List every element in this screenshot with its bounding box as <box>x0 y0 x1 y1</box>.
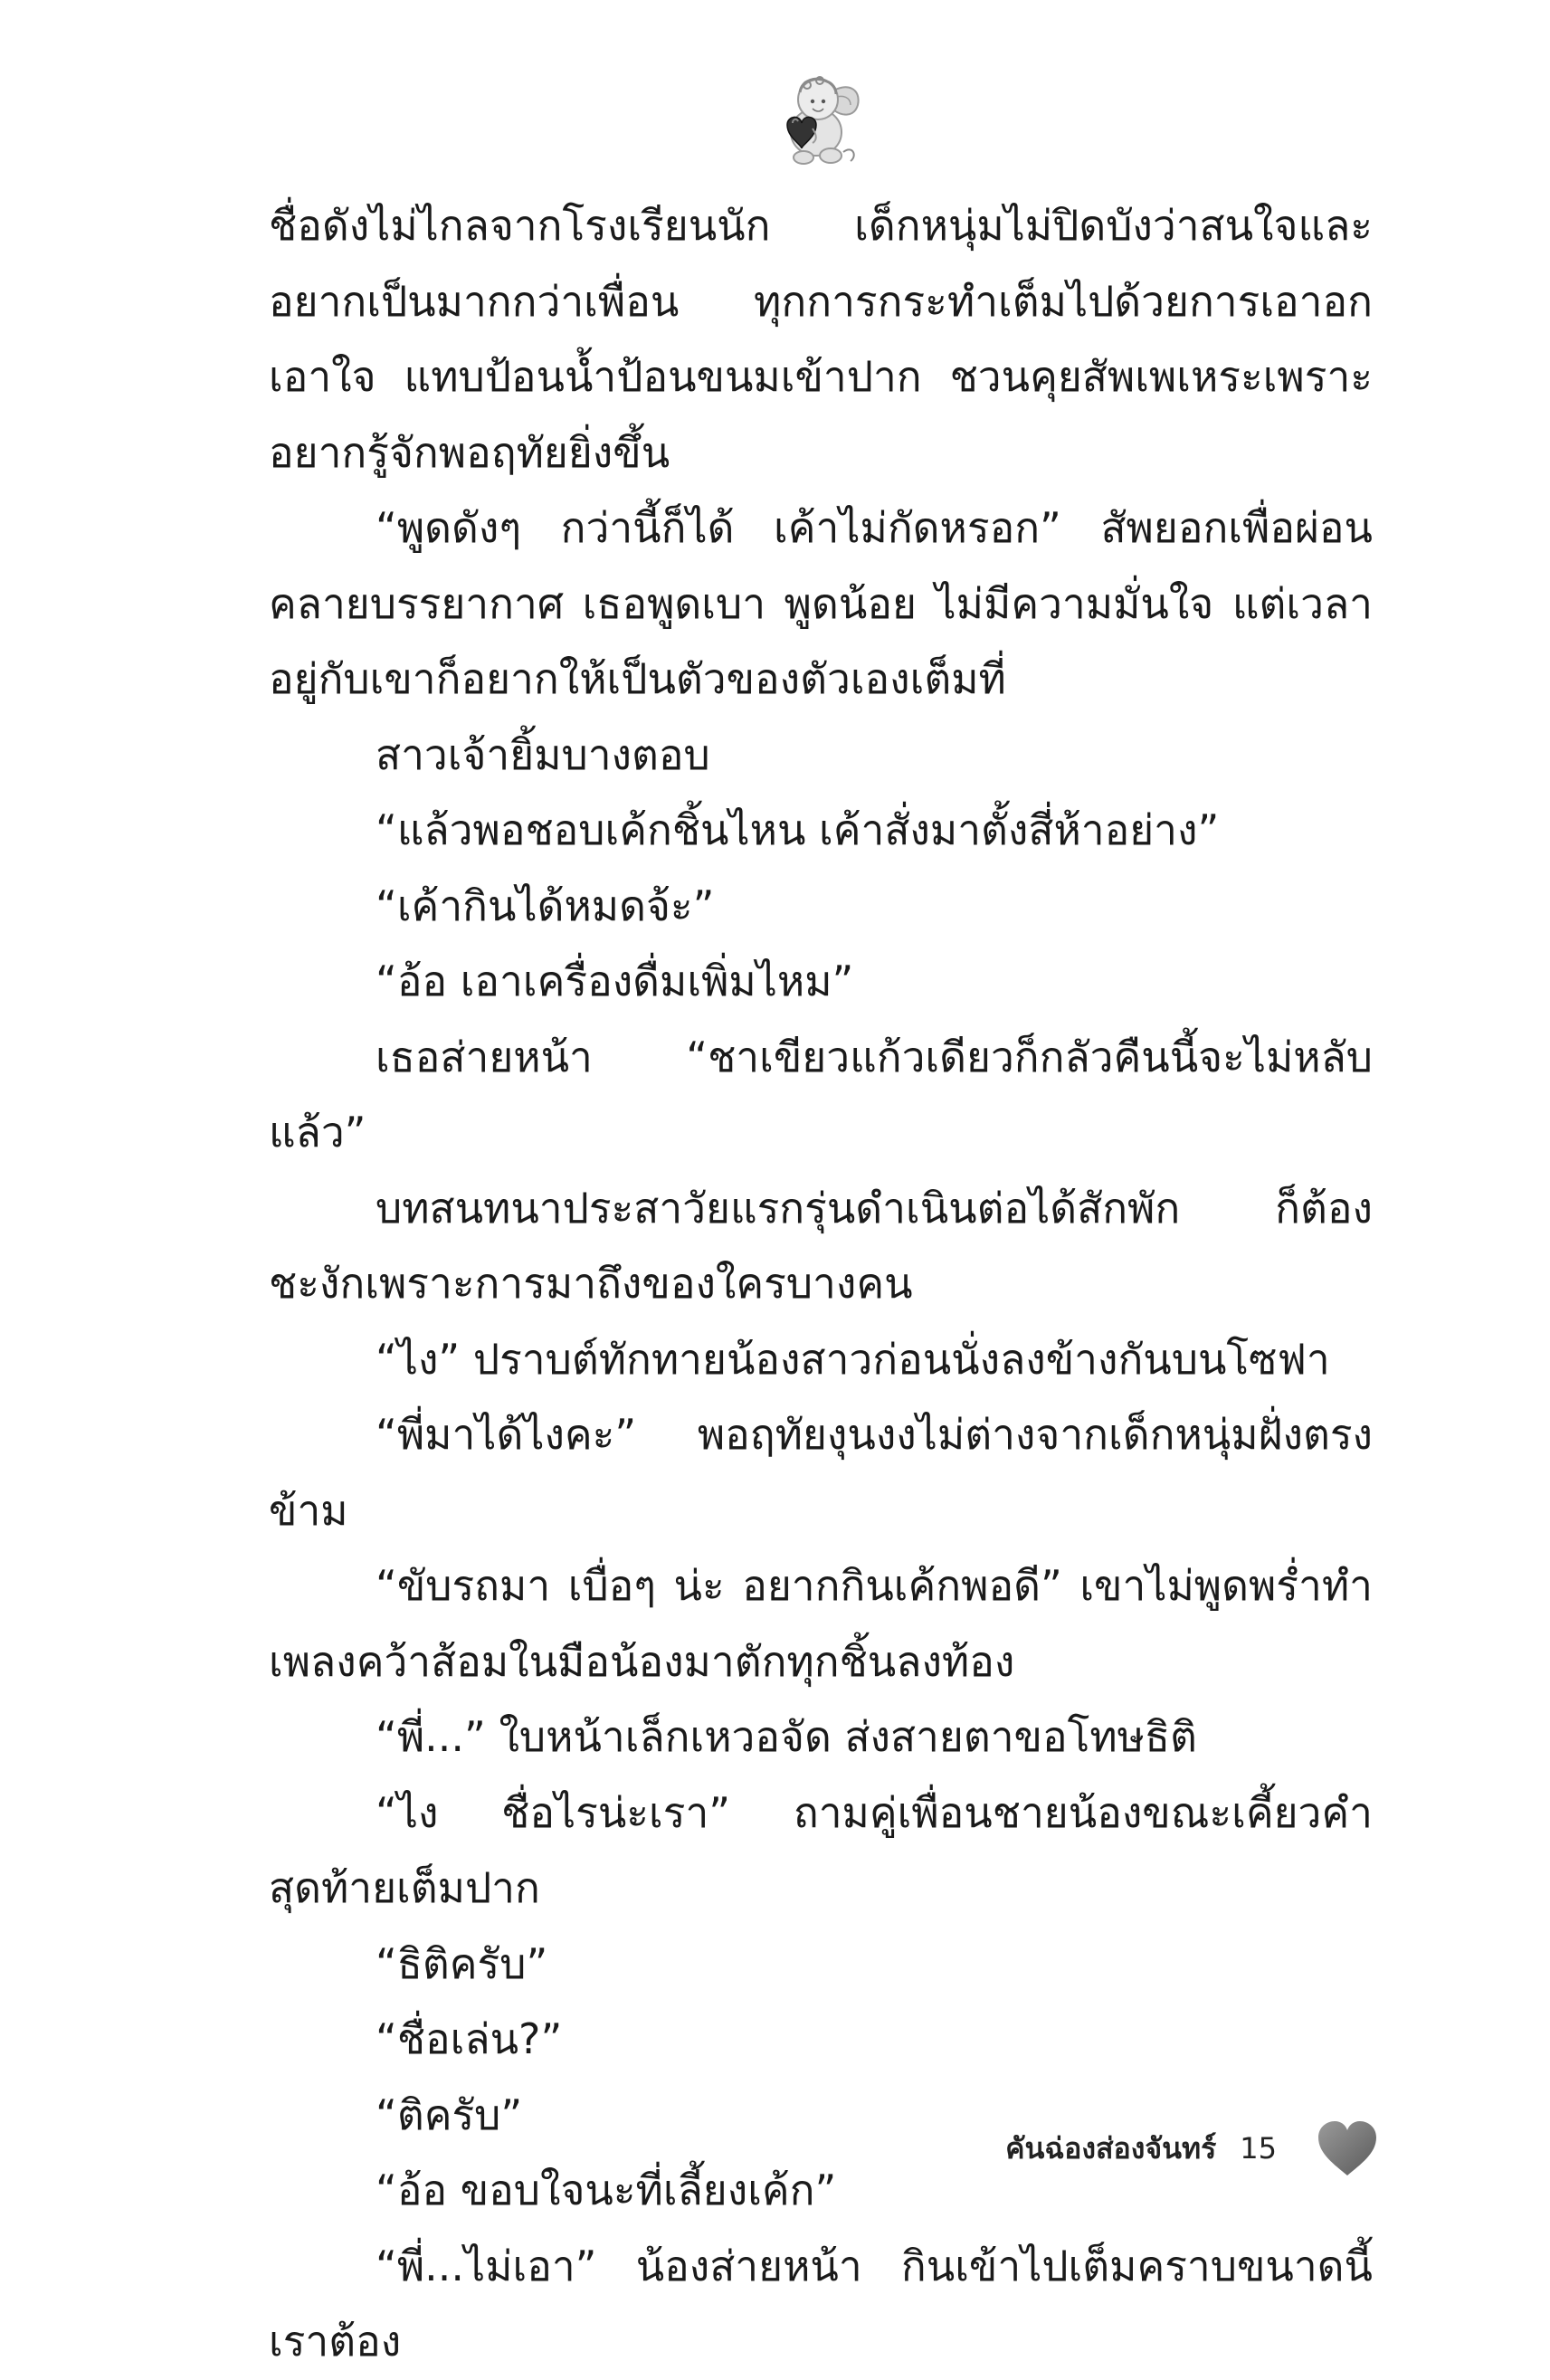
paragraph: “เค้ากินได้หมดจ้ะ” <box>376 881 715 930</box>
paragraph: “แล้วพอชอบเค้กชิ้นไหน เค้าสั่งมาตั้งสี่ห้าอย่าง” <box>376 805 1220 854</box>
heart-icon <box>1317 2119 1378 2177</box>
page-number: 15 <box>1240 2131 1277 2166</box>
paragraph: “พูดดังๆ กว่านี้ก็ได้ เค้าไม่กัดหรอก” สัพยอกเพื่อผ่อนคลายบรรยากาศ เธอพูดเบา พูดน้อย ไม่มีความมั่นใจ แต่เวลาอยู่กับเขาก็อยากให้เป็นตัวของตัวเองเต็มที่ <box>269 503 1373 703</box>
paragraph: “ชื่อเล่น?” <box>376 2014 563 2063</box>
paragraph: “ไง” ปราบต์ทักทายน้องสาวก่อนนั่งลงข้างกันบนโซฟา <box>376 1334 1330 1384</box>
paragraph: บทสนทนาประสาวัยแรกรุ่นดำเนินต่อได้สักพัก ก็ต้องชะงักเพราะการมาถึงของใครบางคน <box>269 1183 1373 1308</box>
paragraph: “พี่มาได้ไงคะ” พอฤทัยงุนงงไม่ต่างจากเด็กหนุ่มฝั่งตรงข้าม <box>269 1410 1373 1535</box>
paragraph: เธอส่ายหน้า “ชาเขียวแก้วเดียวก็กลัวคืนนี้จะไม่หลับแล้ว” <box>269 1032 1373 1157</box>
page-footer <box>1005 2112 1378 2185</box>
paragraph: “พี่...” ใบหน้าเล็กเหวอจัด ส่งสายตาขอโทษธิติ <box>376 1712 1197 1761</box>
paragraph: “อ้อ เอาเครื่องดื่มเพิ่มไหม” <box>376 957 854 1005</box>
paragraph: “ไง ชื่อไรน่ะเรา” ถามคู่เพื่อนชายน้องขณะเคี้ยวคำสุดท้ายเต็มปาก <box>269 1787 1373 1912</box>
paragraph: “ติครับ” <box>376 2090 523 2139</box>
paragraph: “ขับรถมา เบื่อๆ น่ะ อยากกินเค้กพอดี” เขาไม่พูดพร่ำทำเพลงคว้าส้อมในมือน้องมาตักทุกชิ้นลงท้อง <box>269 1561 1373 1686</box>
paragraph: ชื่อดังไม่ไกลจากโรงเรียนนัก เด็กหนุ่มไม่ปิดบังว่าสนใจและอยากเป็นมากกว่าเพื่อน ทุกการกระทำเต็มไปด้วยการเอาอกเอาใจ แทบป้อนน้ำป้อนขนมเข้าปาก ชวนคุยสัพเพเหระเพราะอยากรู้จักพอฤทัยยิ่งขึ้น <box>269 201 1373 477</box>
paragraph: สาวเจ้ายิ้มบางตอบ <box>376 729 710 779</box>
cupid-holding-heart-icon <box>760 65 869 174</box>
paragraph: “พี่...ไม่เอา” น้องส่ายหน้า กินเข้าไปเต็มคราบขนาดนี้เราต้อง <box>269 2241 1373 2366</box>
book-title: คันฉ่องส่องจันทร์ <box>1005 2130 1217 2166</box>
story-text <box>269 188 1373 2380</box>
paragraph: “อ้อ ขอบใจนะที่เลี้ยงเค้ก” <box>376 2166 837 2214</box>
paragraph: “ธิติครับ” <box>376 1938 548 1988</box>
